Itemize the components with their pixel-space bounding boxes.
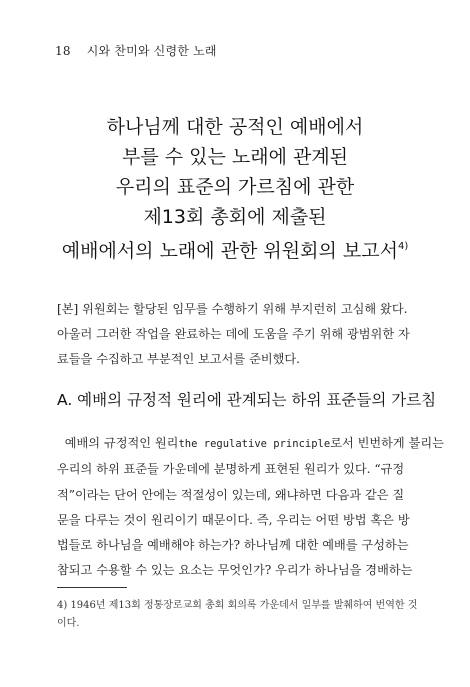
intro-paragraph <box>57 297 417 372</box>
page-number: 18 <box>55 44 71 58</box>
body-line-6: 참되고 수용할 수 있는 요소는 무엇인가? 우리가 하나님을 경배하는 <box>57 563 413 578</box>
intro-line-2: 아울러 그러한 작업을 완료하는 데에 도움을 주기 위해 광범위한 자 <box>57 327 410 341</box>
body-line-2: 우리의 하위 표준들 가운데에 분명하게 표현된 원리가 있다. “규정 <box>57 462 405 477</box>
title-line-5 <box>40 232 430 266</box>
footnote-divider <box>57 587 127 588</box>
intro-line-1: [본] 위원회는 할당된 임무를 수행하기 위해 부지런히 고심해 왔다. <box>57 302 408 316</box>
section-heading: A. 예배의 규정적 원리에 관계되는 하위 표준들의 가르침 <box>57 391 437 409</box>
body-line-1-end: 로서 빈번하게 불리는 <box>330 436 444 450</box>
body-line-5: 법들로 하나님을 예배해야 하는가? 하나님께 대한 예배를 구성하는 <box>57 538 409 553</box>
book-title: 시와 찬미와 신령한 노래 <box>86 44 217 58</box>
body-line-4: 문을 다루는 것이 원리이기 때문이다. 즉, 우리는 어떤 방법 혹은 방 <box>57 512 410 527</box>
footnote <box>57 597 427 633</box>
title-line-3: 우리의 표준의 가르침에 관한 <box>115 176 355 198</box>
title-line-4: 제13회 총회에 제출된 <box>143 206 327 228</box>
latin-term: the regulative principle <box>178 438 331 450</box>
report-title <box>40 112 430 266</box>
title-line-1: 하나님께 대한 공적인 예배에서 <box>106 116 364 138</box>
footnote-reference: 4) <box>397 241 409 252</box>
running-head <box>55 42 217 59</box>
body-line-1-start: 예배의 규정적인 원리 <box>64 436 179 450</box>
body-line-3: 적”이라는 단어 안에는 적절성이 있는데, 왜냐하면 다음과 같은 질 <box>57 487 405 502</box>
intro-line-3: 료들을 수집하고 부분적인 보고서를 준비했다. <box>57 352 301 366</box>
footnote-line-2: 이다. <box>57 618 80 629</box>
body-line-1 <box>57 431 444 457</box>
footnote-line-1: 4) 1946년 제13회 정통장로교회 총회 회의록 가운데서 일부를 발췌하여 번역한 것 <box>57 600 418 611</box>
title-line-5-text: 예배에서의 노래에 관한 위원회의 보고서 <box>61 240 398 262</box>
body-paragraph <box>57 431 444 584</box>
title-line-2: 부를 수 있는 노래에 관계된 <box>121 146 349 168</box>
